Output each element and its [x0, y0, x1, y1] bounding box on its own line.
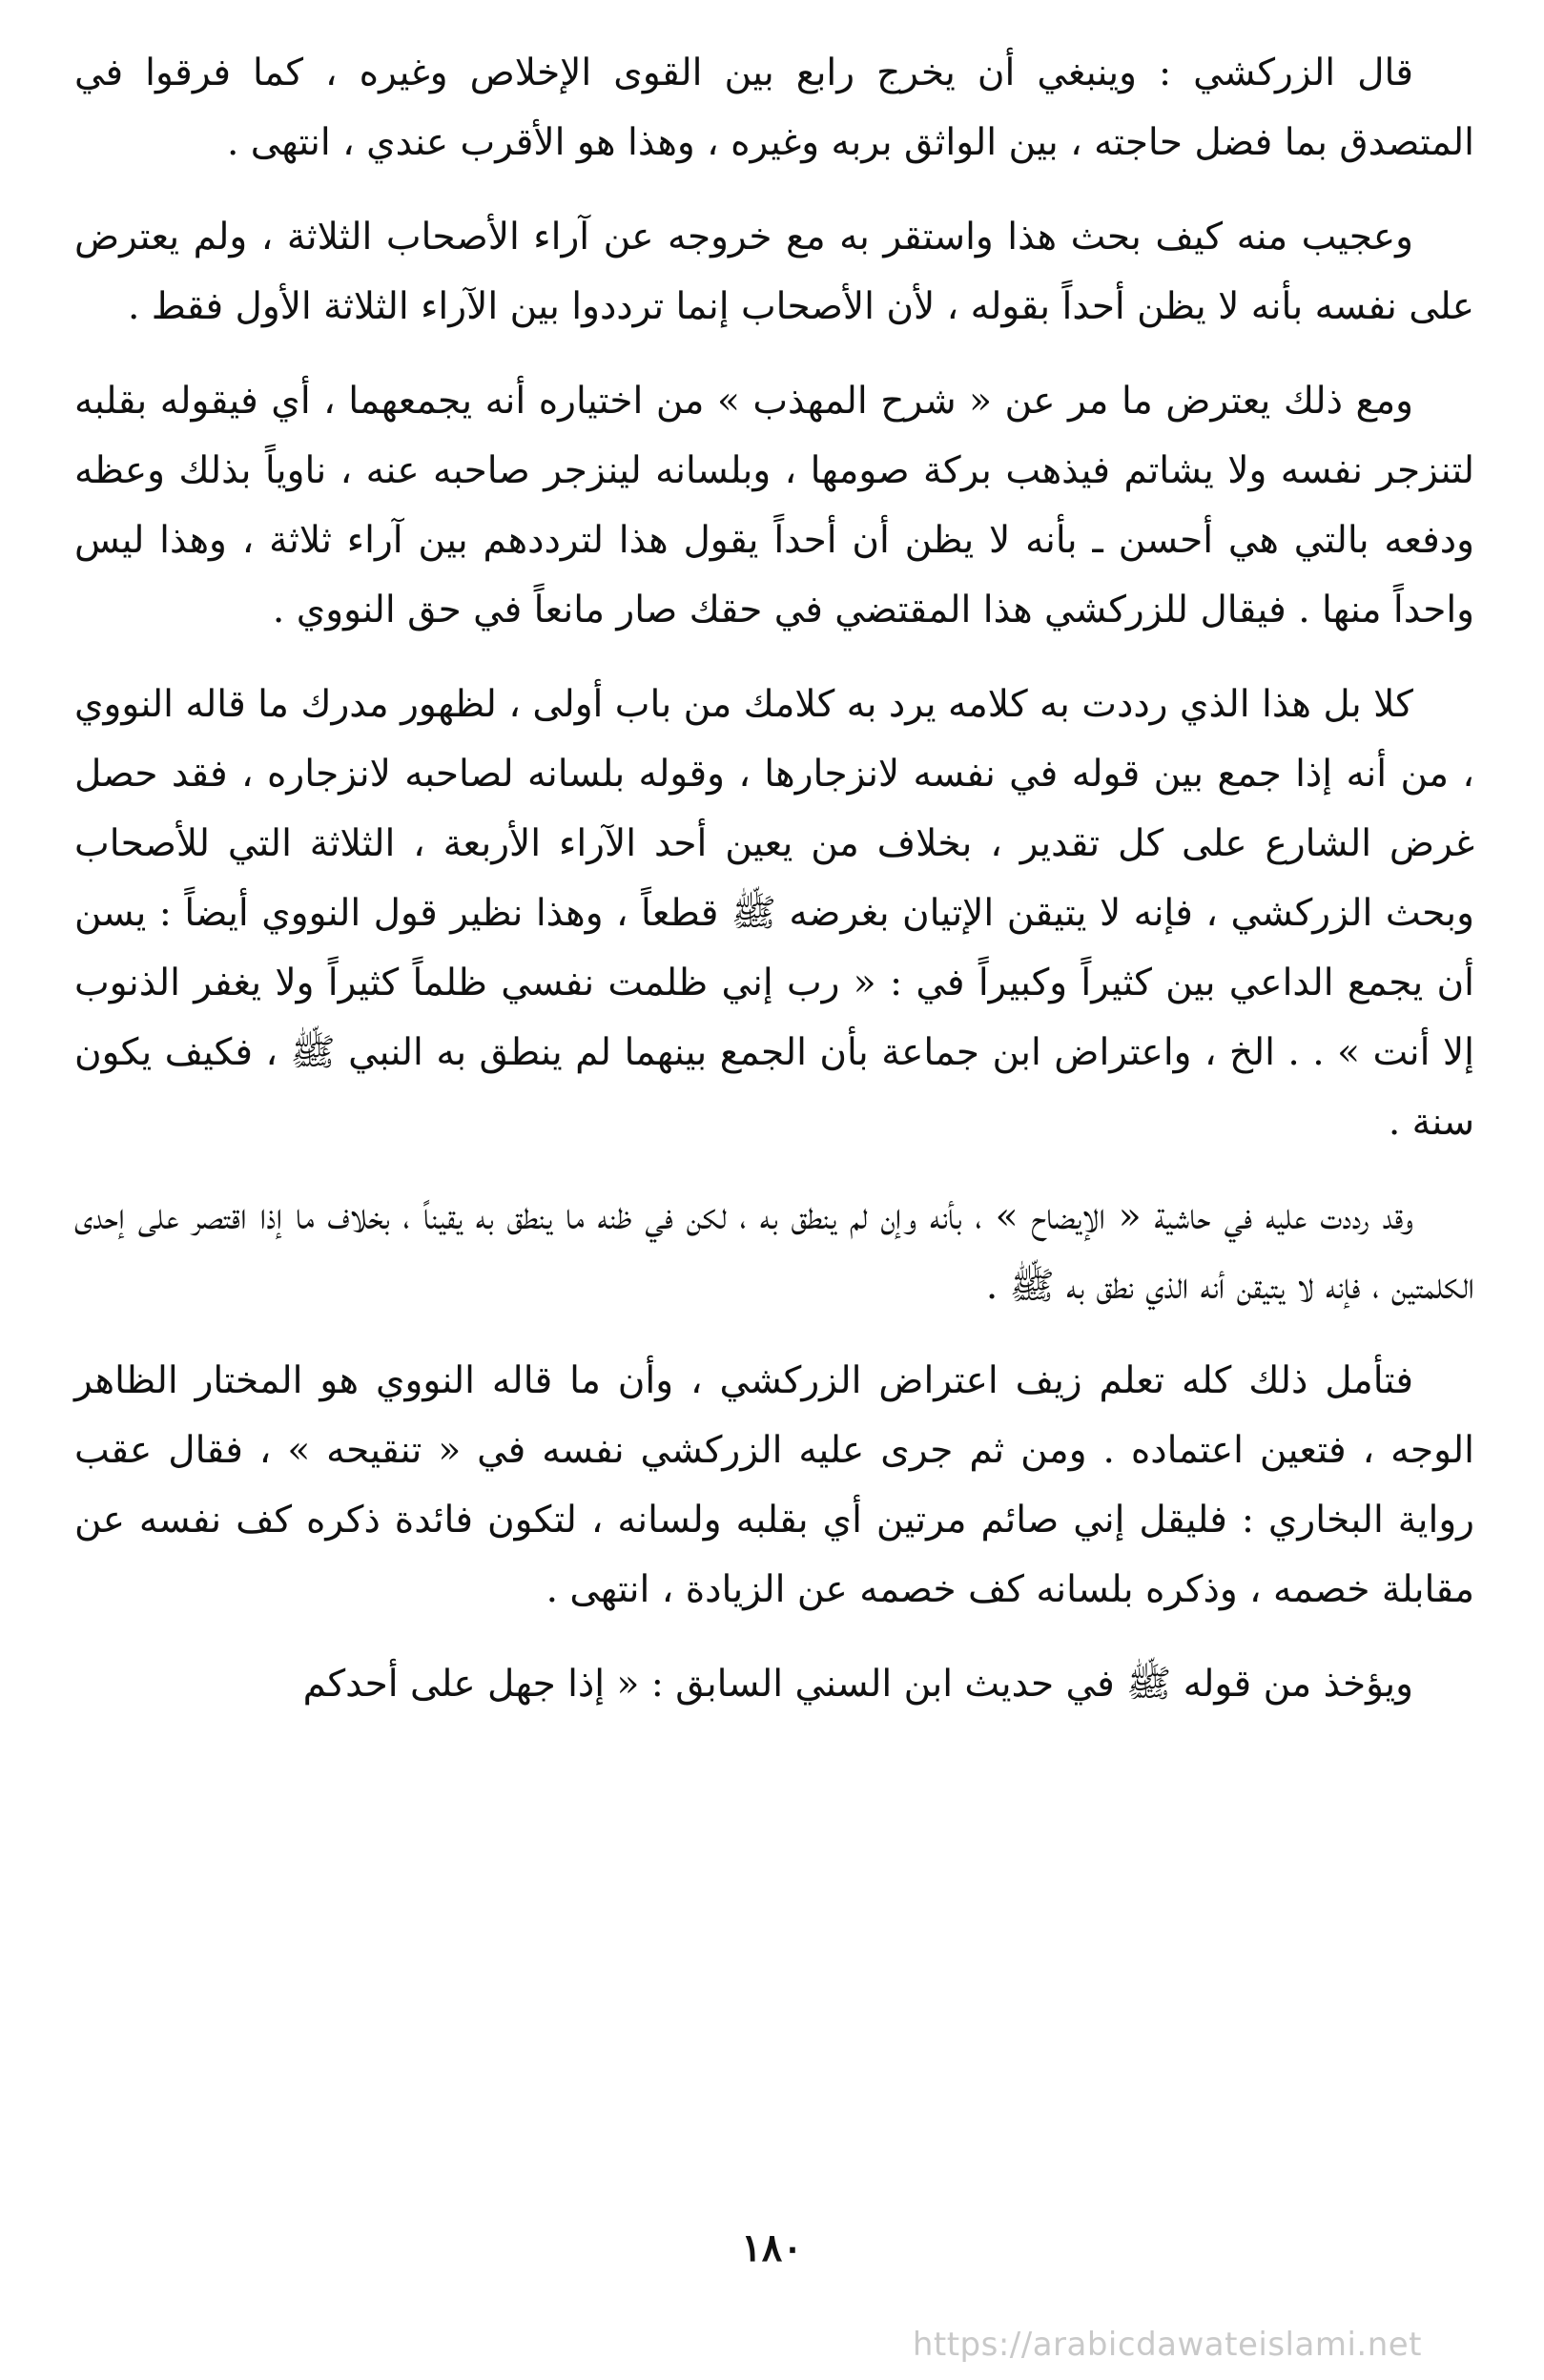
- paragraph-7: ويؤخذ من قوله ﷺ في حديث ابن السني السابق : « إذا جهل على أحدكم: [302, 1663, 1413, 1706]
- paragraph-4: كلا بل هذا الذي رددت به كلامه يرد به كلامك من باب أولى ، لظهور مدرك ما قاله النووي ، من أنه إذا جمع بين قوله في نفسه لانزجارها ، وقوله بلسانه لصاحبه لانزجاره ، فقد حصل غرض الشارع على كل تقدير ، بخلاف من يعين أحد الآراء الأربعة ، الثلاثة التي للأصحاب وبحث الزركشي ، فإنه لا يتيقن الإتيان بغرضه ﷺ قطعاً ، وهذا نظير قول النووي أيضاً : يسن أن يجمع الداعي بين كثيراً وكبيراً في : « رب إني ظلمت نفسي ظلماً كثيراً ولا يغفر الذنوب إلا أنت » . . الخ ، واعتراض ابن جماعة بأن الجمع بينهما لم ينطق به النبي ﷺ ، فكيف يكون سنة .: [74, 683, 1474, 1144]
- source-watermark: https://arabicdawateislami.net: [912, 2326, 1422, 2364]
- paragraph-3: ومع ذلك يعترض ما مر عن « شرح المهذب » من اختياره أنه يجمعهما ، أي فيقوله بقلبه لتنزجر نفسه ولا يشاتم فيذهب بركة صومها ، وبلسانه لينزجر صاحبه عنه ، ناوياً بذلك وعظه ودفعه بالتي هي أحسن ـ بأنه لا يظن أن أحداً يقول هذا لترددهم بين آراء ثلاثة ، وهذا ليس واحداً منها . فيقال للزركشي هذا المقتضي في حقك صار مانعاً في حق النووي .: [74, 380, 1474, 631]
- paragraph-6: فتأمل ذلك كله تعلم زيف اعتراض الزركشي ، وأن ما قاله النووي هو المختار الظاهر الوجه ، فتعين اعتماده . ومن ثم جرى عليه الزركشي نفسه في « تنقيحه » ، فقال عقب رواية البخاري : فليقل إني صائم مرتين أي بقلبه ولسانه ، لتكون فائدة ذكره كف نفسه عن مقابلة خصمه ، وذكره بلسانه كف خصمه عن الزيادة ، انتهى .: [74, 1359, 1474, 1611]
- paragraph-2: وعجيب منه كيف بحث هذا واستقر به مع خروجه عن آراء الأصحاب الثلاثة ، ولم يعترض على نفسه بأنه لا يظن أحداً بقوله ، لأن الأصحاب إنما ترددوا بين الآراء الثلاثة الأول فقط .: [74, 216, 1474, 328]
- page-number: ١٨٠: [741, 2225, 803, 2270]
- paragraph-5: وقد رددت عليه في حاشية « الإيضاح » ، بأنه وإن لم ينطق به ، لكن في ظنه ما ينطق به يقيناً ، بخلاف ما إذا اقتصر على إحدى الكلمتين ، فإنه لا يتيقن أنه الذي نطق به ﷺ .: [74, 1195, 1474, 1308]
- paragraph-1: قال الزركشي : وينبغي أن يخرج رابع بين القوى الإخلاص وغيره ، كما فرقوا في المتصدق بما فضل حاجته ، بين الواثق بربه وغيره ، وهذا هو الأقرب عندي ، انتهى .: [74, 52, 1474, 164]
- page-body: [74, 38, 1474, 1719]
